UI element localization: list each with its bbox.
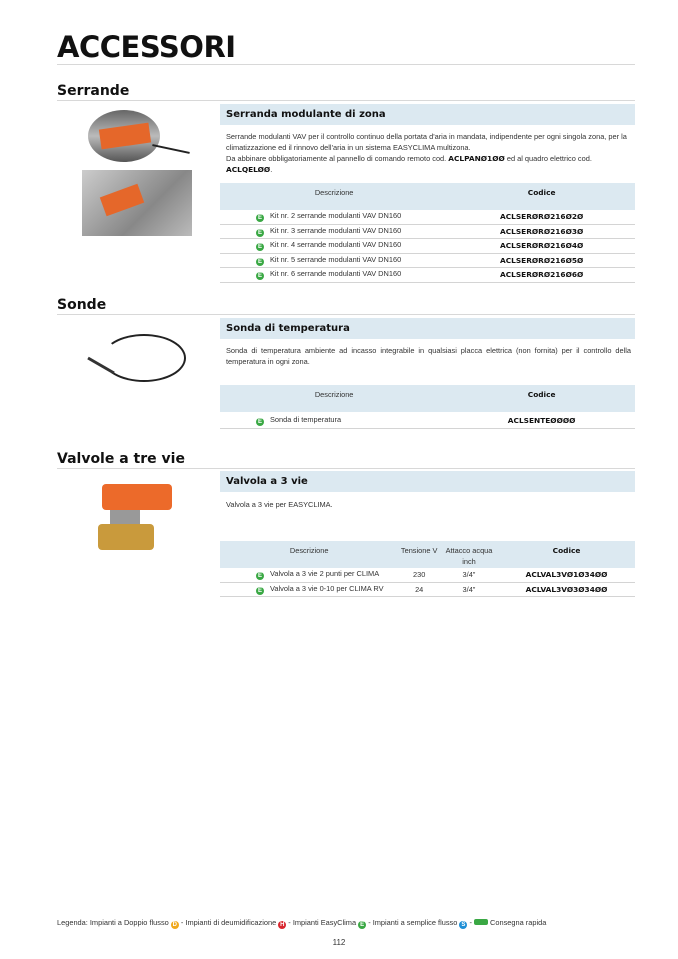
row-voltage: 24 [398,582,440,597]
row-desc: Kit nr. 2 serrande modulanti VAV DN160 [270,211,402,221]
legend [57,918,546,929]
table-row [220,582,635,597]
product-header: Sonda di temperatura [220,318,635,339]
semplice-flusso-icon: S [461,922,466,928]
row-inch: 3/4" [440,568,498,582]
row-voltage: 230 [398,568,440,582]
row-code: ACLSERØRØ216Ø2Ø [448,210,635,224]
product-description: Sonda di temperatura ambiente ad incasso integrabile in qualsiasi placca elettrica (non fornita) per il controllo della temperatura in ogni zona. [226,346,631,366]
row-desc: Kit nr. 3 serrande modulanti VAV DN160 [270,225,402,235]
row-desc: Valvola a 3 vie 0-10 per CLIMA RV [270,583,384,593]
product-header: Serranda modulante di zona [220,104,635,125]
table-row [220,253,635,268]
table-row [220,568,635,582]
row-desc: Valvola a 3 vie 2 punti per CLIMA [270,569,380,579]
row-code: ACLSERØRØ216Ø5Ø [448,253,635,268]
row-code: ACLVAL3VØ3Ø34ØØ [498,582,635,597]
col-header: Descrizione [220,183,448,210]
damper-image [82,108,192,238]
legend-text: Consegna rapida [490,918,547,927]
sensor-image [82,330,192,390]
row-code: ACLSENTEØØØØ [448,412,635,429]
legend-text: Legenda: Impianti a Doppio flusso [57,918,169,927]
product-table [220,541,635,597]
easyclima-icon: E [257,587,262,594]
col-header: Descrizione [220,385,448,412]
deumidificazione-icon: H [280,922,285,928]
easyclima-icon: E [257,244,262,251]
easyclima-icon: E [257,215,262,222]
row-desc: Sonda di temperatura [270,414,342,424]
col-header: Codice [448,183,635,210]
legend-text: - Impianti a semplice flusso [366,918,458,927]
col-header: Descrizione [220,541,398,568]
row-desc: Kit nr. 4 serrande modulanti VAV DN160 [270,240,402,250]
page-number: 112 [332,938,346,947]
table-row [220,412,635,429]
desc-text: Da abbinare obbligatoriamente al pannello di comando remoto cod. [226,154,449,163]
divider [57,468,635,469]
divider [57,100,635,101]
col-header: Codice [448,385,635,412]
row-code: ACLSERØRØ216Ø6Ø [448,268,635,283]
valve-image [92,480,187,560]
product-table [220,385,635,429]
row-code: ACLVAL3VØ1Ø34ØØ [498,568,635,582]
row-code: ACLSERØRØ216Ø3Ø [448,224,635,239]
divider [57,314,635,315]
col-header: Attacco acqua inch [440,541,498,568]
easyclima-icon: E [257,418,262,425]
easyclima-icon: E [257,273,262,280]
easyclima-icon: E [257,258,262,265]
legend-text: - Impianti EasyClima [286,918,357,927]
table-row [220,224,635,239]
section-heading: Serrande [57,83,130,99]
code-ref: ACLQELØØ [226,165,271,174]
product-table [220,183,635,283]
divider [57,64,635,65]
doppio-flusso-icon: D [172,922,177,928]
row-desc: Kit nr. 6 serrande modulanti VAV DN160 [270,269,402,279]
easyclima-icon: E [257,229,262,236]
legend-text: - [467,918,474,927]
product-description [226,131,631,175]
row-inch: 3/4" [440,582,498,597]
truck-icon [474,919,488,925]
section-heading: Sonde [57,297,107,313]
section-heading: Valvole a tre vie [57,451,185,467]
easyclima-icon: E [257,573,262,580]
desc-text: . [270,165,273,174]
col-header: Tensione V [398,541,440,568]
row-code: ACLSERØRØ216Ø4Ø [448,239,635,254]
table-row [220,210,635,224]
code-ref: ACLPANØ1ØØ [448,154,505,163]
legend-text: - Impianti di deumidificazione [178,918,277,927]
easyclima-icon: E [360,922,365,928]
product-header: Valvola a 3 vie [220,471,635,492]
row-desc: Kit nr. 5 serrande modulanti VAV DN160 [270,254,402,264]
table-row [220,268,635,283]
desc-text: ed al quadro elettrico cod. [504,154,592,163]
table-row [220,239,635,254]
col-header: Codice [498,541,635,568]
product-description: Valvola a 3 vie per EASYCLIMA. [226,500,333,509]
page-title: ACCESSORI [57,30,236,64]
desc-text: Serrande modulanti VAV per il controllo continuo della portata d'aria in mandata, indipendente per ogni singola zona, per la climatizzazione ed il rinnovo dell'aria in un sistema EASYCLIMA multizona. [226,132,627,152]
